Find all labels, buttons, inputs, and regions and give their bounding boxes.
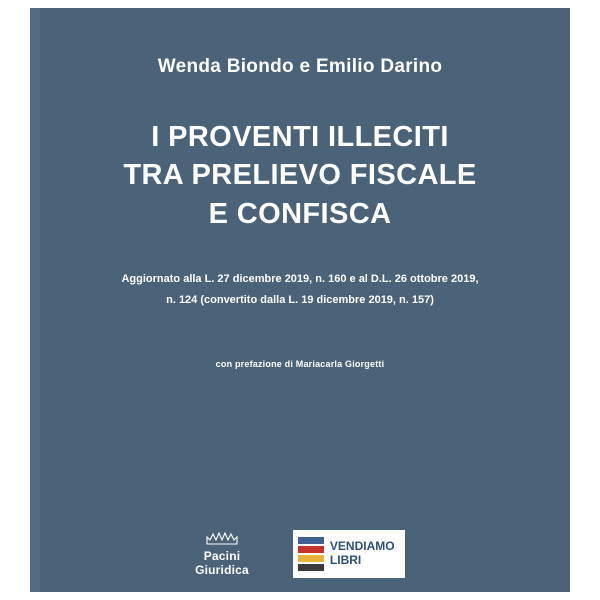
book-title-line: E CONFISCA: [208, 197, 392, 230]
pacini-crown-icon: [205, 530, 239, 546]
vendor-name: [330, 540, 395, 568]
cover-page: [30, 8, 570, 592]
vendor-swatch-yellow: [298, 555, 324, 562]
book-authors: Wenda Biondo e Emilio Darino: [157, 56, 443, 77]
logo-row: [30, 530, 570, 578]
vendor-logo: [293, 530, 405, 578]
vendor-swatch-dark: [298, 564, 324, 571]
vendor-swatch-stack: [298, 537, 324, 571]
vendor-swatch-blue: [298, 537, 324, 544]
vendor-swatch-red: [298, 546, 324, 553]
book-title: [80, 118, 520, 233]
publisher-name: [195, 550, 249, 578]
book-title-line: TRA PRELIEVO FISCALE: [123, 159, 477, 192]
book-subtitle-line: Aggiornato alla L. 27 dicembre 2019, n. 160 e al D.L. 26 ottobre 2019,: [121, 272, 479, 285]
book-subtitle: [100, 269, 500, 311]
cover-spine: [30, 8, 40, 592]
vendor-name-line: VENDIAMO: [329, 539, 395, 554]
vendor-name-line: LIBRI: [329, 553, 362, 567]
publisher-name-line: Pacini: [203, 549, 241, 564]
publisher-logo: [195, 530, 249, 578]
book-preface-note: con prefazione di Mariacarla Giorgetti: [215, 358, 385, 369]
publisher-name-line: Giuridica: [195, 563, 249, 578]
book-title-line: I PROVENTI ILLECITI: [151, 121, 449, 153]
book-subtitle-line: n. 124 (convertito dalla L. 19 dicembre 2019, n. 157): [166, 293, 434, 306]
